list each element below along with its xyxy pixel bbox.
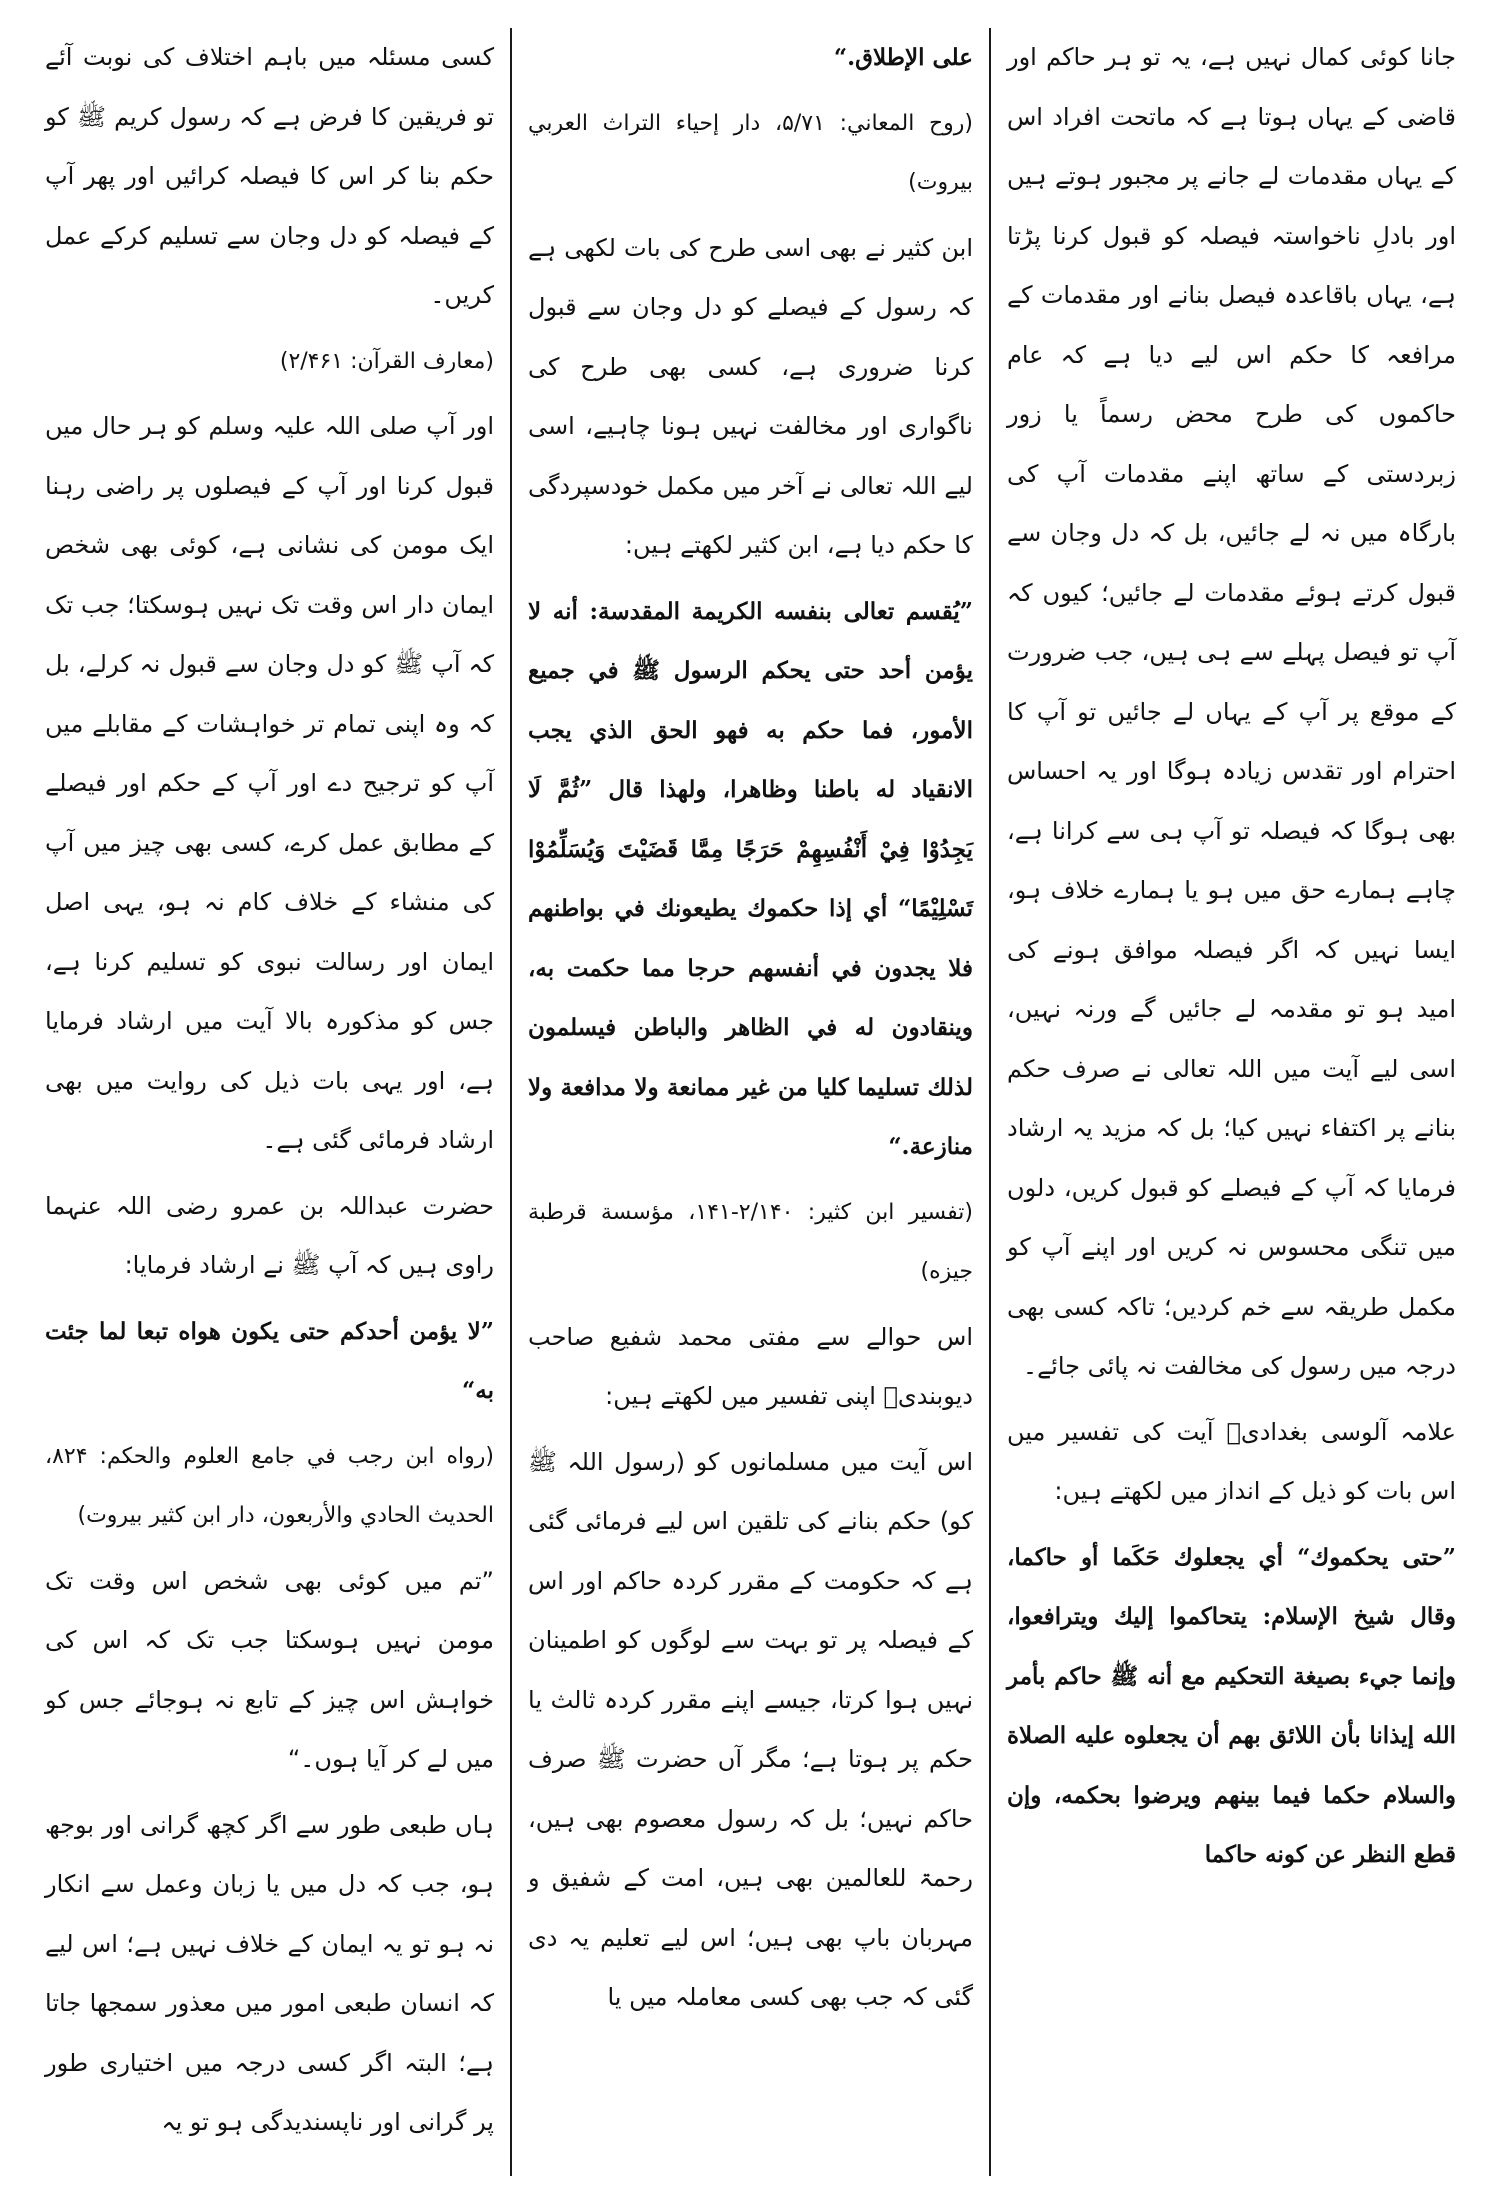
reference-citation: (رواه ابن رجب في جامع العلوم والحكم: ۸۲۴، الحديث الحادي والأربعون، دار ابن كثير بيروت): [45, 1443, 494, 1528]
reference-citation: (روح المعاني: ۵/۷۱، دار إحياء التراث العربي بيروت): [528, 110, 974, 195]
arabic-quote: ”حتى يحكموك“ أي يجعلوك حَكَما أو حاكما، وقال شيخ الإسلام: يتحاكموا إليك ويترافعوا، وإنما جيء بصيغة التحكيم مع أنه ﷺ حاكم بأمر الله إيذانا بأن اللائق بهم أن يجعلوه عليه الصلاة والسلام حكما فيما بينهم ويرضوا بحكمه، وإن قطع النظر عن كونه حاكما: [1007, 1543, 1456, 1868]
document-page: [28, 28, 1472, 2176]
paragraph: ”تم میں کوئی بھی شخص اس وقت تک مومن نہیں ہوسکتا جب تک کہ اس کی خواہش اس چیز کے تابع نہ ہوجائے جس کو میں لے کر آیا ہوں۔“: [45, 1566, 495, 1773]
column-right: [991, 28, 1472, 2176]
column-left: [29, 28, 510, 2176]
paragraph: اس حوالے سے مفتی محمد شفیع صاحب دیوبندیؒ اپنی تفسیر میں لکھتے ہیں:: [528, 1322, 973, 1410]
paragraph: حضرت عبداللہ بن عمرو رضی اللہ عنہما راوی ہیں کہ آپ ﷺ نے ارشاد فرمایا:: [45, 1191, 494, 1279]
paragraph: علامہ آلوسی بغدادیؒ آیت کی تفسیر میں اس بات کو ذیل کے انداز میں لکھتے ہیں:: [1007, 1417, 1456, 1505]
paragraph: اس آیت میں مسلمانوں کو (رسول اللہ ﷺ کو) حکم بنانے کی تلقین اس لیے فرمائی گئی ہے کہ حکومت کے مقرر کردہ حاکم اور اس کے فیصلہ پر تو بہت سے لوگوں کو اطمینان نہیں ہوا کرتا، جیسے اپنے مقرر کردہ ثالث یا حکم پر ہوتا ہے؛ مگر آں حضرت ﷺ صرف حاکم نہیں؛ بل کہ رسول معصوم بھی ہیں، رحمۃ للعالمین بھی ہیں، امت کے شفیق و مہربان باپ بھی ہیں؛ اس لیے تعلیم یہ دی گئی کہ جب بھی کسی معاملہ میں یا: [528, 1447, 973, 2011]
reference-citation: (معارف القرآن: ۲/۴۶۱): [279, 348, 494, 374]
paragraph: اور آپ صلی اللہ علیہ وسلم کو ہر حال میں قبول کرنا اور آپ کے فیصلوں پر راضی رہنا ایک مومن کی نشانی ہے، کوئی بھی شخص ایمان دار اس وقت تک نہیں ہوسکتا؛ جب تک کہ آپ ﷺ کو دل وجان سے قبول نہ کرلے، بل کہ وہ اپنی تمام تر خواہشات کے مقابلے میں آپ کو ترجیح دے اور آپ کے حکم اور فیصلے کے مطابق عمل کرے، کسی بھی چیز میں آپ کی منشاء کے خلاف کام نہ ہو، یہی اصل ایمان اور رسالت نبوی کو تسلیم کرنا ہے، جس کو مذکورہ بالا آیت میں ارشاد فرمایا ہے، اور یہی بات ذیل کی روایت میں بھی ارشاد فرمائی گئی ہے۔: [45, 412, 494, 1154]
reference-citation: (تفسير ابن كثير: ۲/۱۴۰-۱۴۱، مؤسسة قرطبة جيزه): [528, 1199, 973, 1284]
paragraph: ہاں طبعی طور سے اگر کچھ گرانی اور بوجھ ہو، جب کہ دل میں یا زبان وعمل سے انکار نہ ہو تو یہ ایمان کے خلاف نہیں ہے؛ اس لیے کہ انسان طبعی امور میں معذور سمجھا جاتا ہے؛ البتہ اگر کسی درجہ میں اختیاری طور پر گرانی اور ناپسندیدگی ہو تو یہ: [45, 1810, 494, 2136]
paragraph: ابن کثیر نے بھی اسی طرح کی بات لکھی ہے کہ رسول کے فیصلے کو دل وجان سے قبول کرنا ضروری ہے، کسی بھی طرح کی ناگواری اور مخالفت نہیں ہونا چاہیے، اسی لیے اللہ تعالی نے آخر میں مکمل خودسپردگی کا حکم دیا ہے، ابن کثیر لکھتے ہیں:: [528, 233, 973, 559]
arabic-quote: على الإطلاق.“: [833, 44, 973, 71]
arabic-quote: ”لا يؤمن أحدكم حتى يكون هواه تبعا لما جئت به“: [45, 1317, 494, 1404]
paragraph: کسی مسئلہ میں باہم اختلاف کی نوبت آئے تو فریقین کا فرض ہے کہ رسول کریم ﷺ کو حکم بنا کر اس کا فیصلہ کرائیں اور پھر آپ کے فیصلہ کو دل وجان سے تسلیم کرکے عمل کریں۔: [45, 43, 494, 309]
paragraph: جانا کوئی کمال نہیں ہے، یہ تو ہر حاکم اور قاضی کے یہاں ہوتا ہے کہ ماتحت افراد اس کے یہاں مقدمات لے جانے پر مجبور ہوتے ہیں اور بادلِ ناخواستہ فیصلہ کو قبول کرنا پڑتا ہے، یہاں باقاعدہ فیصل بنانے اور مقدمات کے مرافعہ کا حکم اس لیے دیا ہے کہ عام حاکموں کی طرح محض رسماً یا زور زبردستی کے ساتھ اپنے مقدمات آپ کی بارگاہ میں نہ لے جائیں، بل کہ دل وجان سے قبول کرتے ہوئے مقدمات لے جائیں؛ کیوں کہ آپ تو فیصل پہلے سے ہی ہیں، جب ضرورت کے موقع پر آپ کے یہاں لے جائیں تو آپ کا احترام اور تقدس زیادہ ہوگا اور یہ احساس بھی ہوگا کہ فیصلہ تو آپ ہی سے کرانا ہے، چاہے ہمارے حق میں ہو یا ہمارے خلاف ہو، ایسا نہیں کہ اگر فیصلہ موافق ہونے کی امید ہو تو مقدمہ لے جائیں گے ورنہ نہیں، اسی لیے آیت میں اللہ تعالی نے صرف حکم بنانے پر اکتفاء نہیں کیا؛ بل کہ مزید یہ ارشاد فرمایا کہ آپ کے فیصلے کو قبول کریں، دلوں میں تنگی محسوس نہ کریں اور اپنے آپ کو مکمل طریقہ سے خم کردیں؛ تاکہ کسی بھی درجہ میں رسول کی مخالفت نہ پائی جائے۔: [1007, 43, 1456, 1380]
arabic-quote: ”يُقسم تعالى بنفسه الكريمة المقدسة: أنه لا يؤمن أحد حتى يحكم الرسول ﷺ في جميع الأمور، فما حكم به فهو الحق الذي يجب الانقياد له باطنا وظاهرا، ولهذا قال ”ثُمَّ لَا يَجِدُوْا فِيْ أَنْفُسِهِمْ حَرَجًا مِمَّا قَضَيْتَ وَيُسَلِّمُوْا تَسْلِيْمًا“ أي إذا حكموك يطيعونك في بواطنهم فلا يجدون في أنفسهم حرجا مما حكمت به، وينقادون له في الظاهر والباطن فيسلمون لذلك تسليما كليا من غير ممانعة ولا مدافعة ولا منازعة.“: [528, 597, 973, 1160]
column-middle: [510, 28, 991, 2176]
